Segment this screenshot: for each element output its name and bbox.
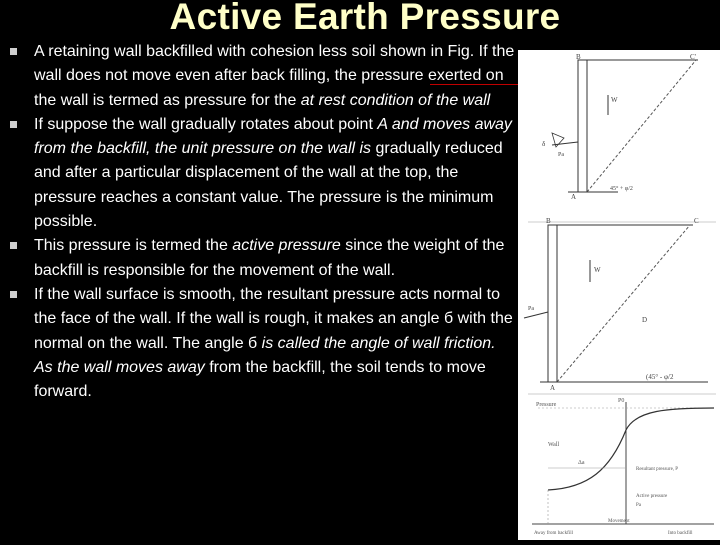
bullet-text: If the wall surface is smooth, the resultant pressure acts normal to the face of the wall. If the wall is rough, it makes an angle б with the normal on the wall. The angle б (34, 285, 513, 352)
bullet-text: at rest condition of the wall (300, 91, 491, 109)
top-pa-arrow (552, 142, 578, 145)
bullet-square-icon (10, 48, 17, 55)
graph-delta-label: Δa (578, 460, 585, 466)
bullet-list (10, 40, 515, 404)
middle-label-pa: Pa (528, 306, 534, 312)
bullet-item (10, 40, 515, 113)
graph-pressure-curve (548, 408, 714, 490)
top-label-c: C' (690, 53, 696, 61)
bullet-square-icon (10, 242, 17, 249)
pressure-graph (528, 394, 716, 536)
bullet-text: active pressure (232, 237, 346, 255)
bullet-text: since the weight of the backfill is responsible for the movement of the wall. (34, 237, 505, 279)
decorative-red-line (430, 84, 527, 85)
bullet-item (10, 113, 515, 234)
graph-p0-label: P0 (618, 398, 625, 404)
top-label-pa: Pa (558, 152, 564, 158)
middle-failure-plane (557, 225, 690, 382)
middle-panel (524, 217, 716, 392)
middle-label-a: A (550, 384, 556, 392)
middle-label-c: C (694, 217, 699, 225)
bullet-square-icon (10, 291, 17, 298)
top-failure-plane (587, 60, 696, 192)
top-label-b: B (576, 53, 581, 61)
top-panel (542, 53, 698, 201)
graph-into-label: Into backfill (668, 531, 693, 536)
middle-label-b: B (546, 217, 551, 225)
figure-svg (518, 50, 720, 540)
bullet-text: This pressure is termed the (34, 237, 233, 255)
top-wall (578, 60, 587, 192)
slide-title: Active Earth Pressure (169, 0, 561, 37)
middle-angle-label: (45° - φ/2 (646, 373, 674, 381)
middle-label-w: W (594, 266, 601, 274)
graph-movement-label: Movement (608, 519, 630, 524)
graph-wall-label: Wall (548, 442, 560, 448)
graph-pa-label: Pa (636, 503, 641, 508)
bullet-text: is called the angle of wall friction. As the wall moves away (34, 334, 496, 376)
middle-label-d: D (642, 316, 648, 324)
graph-ylabel: Pressure (536, 402, 557, 408)
bullet-text: If suppose the wall gradually rotates about point (34, 115, 378, 133)
bullet-text: A and moves away from the backfill, the unit pressure on the wall is (34, 115, 512, 158)
top-label-a: A (571, 193, 577, 201)
bullet-text: gradually reduced and after a particular displacement of the wall at the top, the pressure reaches a constant value. The pressure is the minimum possible. (34, 140, 503, 231)
bullet-item (10, 234, 515, 283)
top-label-w: W (611, 96, 618, 104)
bullet-text: from the backfill, the soil tends to move forward. (34, 358, 486, 401)
graph-active-label: Active pressure (636, 494, 668, 499)
graph-resultant-label: Resultant pressure, P (636, 467, 679, 472)
middle-pa-arrow (524, 312, 548, 318)
top-label-delta: δ (542, 140, 546, 148)
retaining-wall-figure (518, 50, 720, 540)
bullet-item (10, 283, 515, 404)
graph-away-label: Away from backfill (534, 531, 573, 536)
bullet-text: A retaining wall backfilled with cohesion less soil shown in Fig. If the wall does not move even after back filling, the pressure exerted on the wall is termed as pressure for the (34, 43, 515, 109)
middle-wall (548, 225, 557, 382)
bullet-square-icon (10, 121, 17, 128)
top-angle-label: 45° + φ/2 (610, 186, 633, 192)
